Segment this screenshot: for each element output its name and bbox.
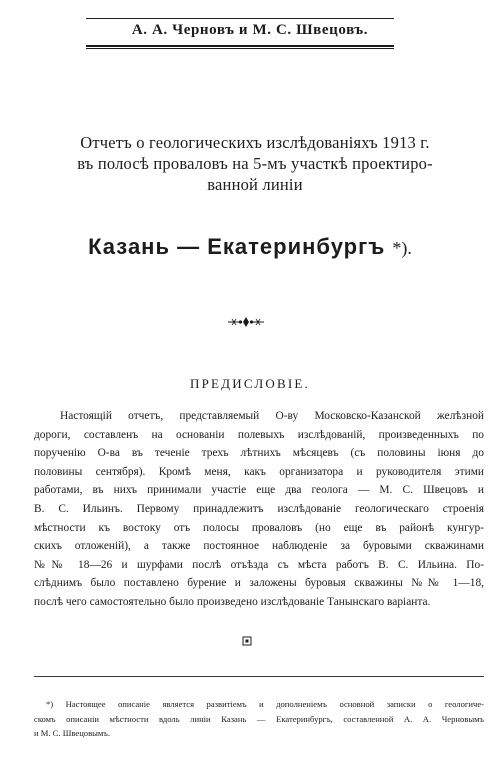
- body-line: дороги, составленъ на основаніи полевыхъ изслѣдованій, произведенныхъ по: [34, 428, 484, 441]
- ornament-divider-icon: [226, 316, 266, 328]
- header-rule-thin: [86, 48, 394, 49]
- body-line: скихъ отложеній), а также постоянное наблюденіе за буровыми скважинами: [34, 540, 484, 553]
- authors-header: А. А. Черновъ и М. С. Швецовъ.: [131, 22, 369, 38]
- body-line: половины сентября). Кромѣ меня, какъ организатора и руководителя этими: [34, 465, 484, 478]
- footnote-separator: [34, 676, 484, 677]
- footnote: [34, 697, 484, 741]
- report-title: [30, 132, 480, 195]
- preface-body: [34, 407, 484, 612]
- preface-heading: ПРЕДИСЛОВІЕ.: [190, 376, 310, 391]
- footnote-line: скомъ описаніи мѣстности вдоль линіи Казань — Екатеринбургъ, составленной А. А. Черновымъ: [34, 713, 484, 724]
- section-end-mark-icon: [240, 636, 254, 646]
- body-line: мѣстности къ востоку отъ полосы проваловъ (но еще въ районѣ кунгур-: [34, 521, 484, 534]
- footnote-marker: *).: [392, 238, 412, 258]
- title-line: въ полосѣ проваловъ на 5-мъ участкѣ проектиро-: [77, 154, 433, 173]
- route-title: [0, 234, 500, 260]
- footnote-line: и М. С. Швецовымъ.: [34, 728, 110, 738]
- title-line: Отчетъ о геологическихъ изслѣдованіяхъ 1913 г.: [80, 133, 430, 152]
- body-line: слѣднимъ было поставлено бурение и заложены буровыя скважины №№ 1—18,: [34, 577, 484, 590]
- body-line: порученію О-ва въ теченіе трехъ лѣтнихъ мѣсяцевъ (съ половины іюня до: [34, 447, 484, 460]
- body-line: В. С. Ильинъ. Первому принадлежитъ изслѣдованіе геологическаго строенія: [34, 502, 484, 515]
- route-name: Казань — Екатеринбургъ: [88, 234, 386, 259]
- footnote-line: *) Настоящее описаніе является развитіемъ и дополненіемъ основной записки о геологиче-: [46, 699, 484, 709]
- body-line: Настоящій отчетъ, представляемый О-ву Московско-Казанской желѣзной: [60, 410, 484, 422]
- body-line: №№ 18—26 и шурфами послѣ отъѣзда съ мѣста работъ В. С. Ильина. По-: [34, 558, 484, 571]
- header-rule-bottom: [86, 45, 394, 47]
- body-line: послѣ чего самостоятельно было произведено изслѣдованіе Танынскаго варіанта.: [34, 595, 431, 608]
- header-rule-top: [86, 18, 394, 19]
- title-line: ванной линіи: [207, 175, 303, 194]
- body-line: работами, въ нихъ принимали участіе еще два геолога — М. С. Швецовъ и: [34, 484, 484, 497]
